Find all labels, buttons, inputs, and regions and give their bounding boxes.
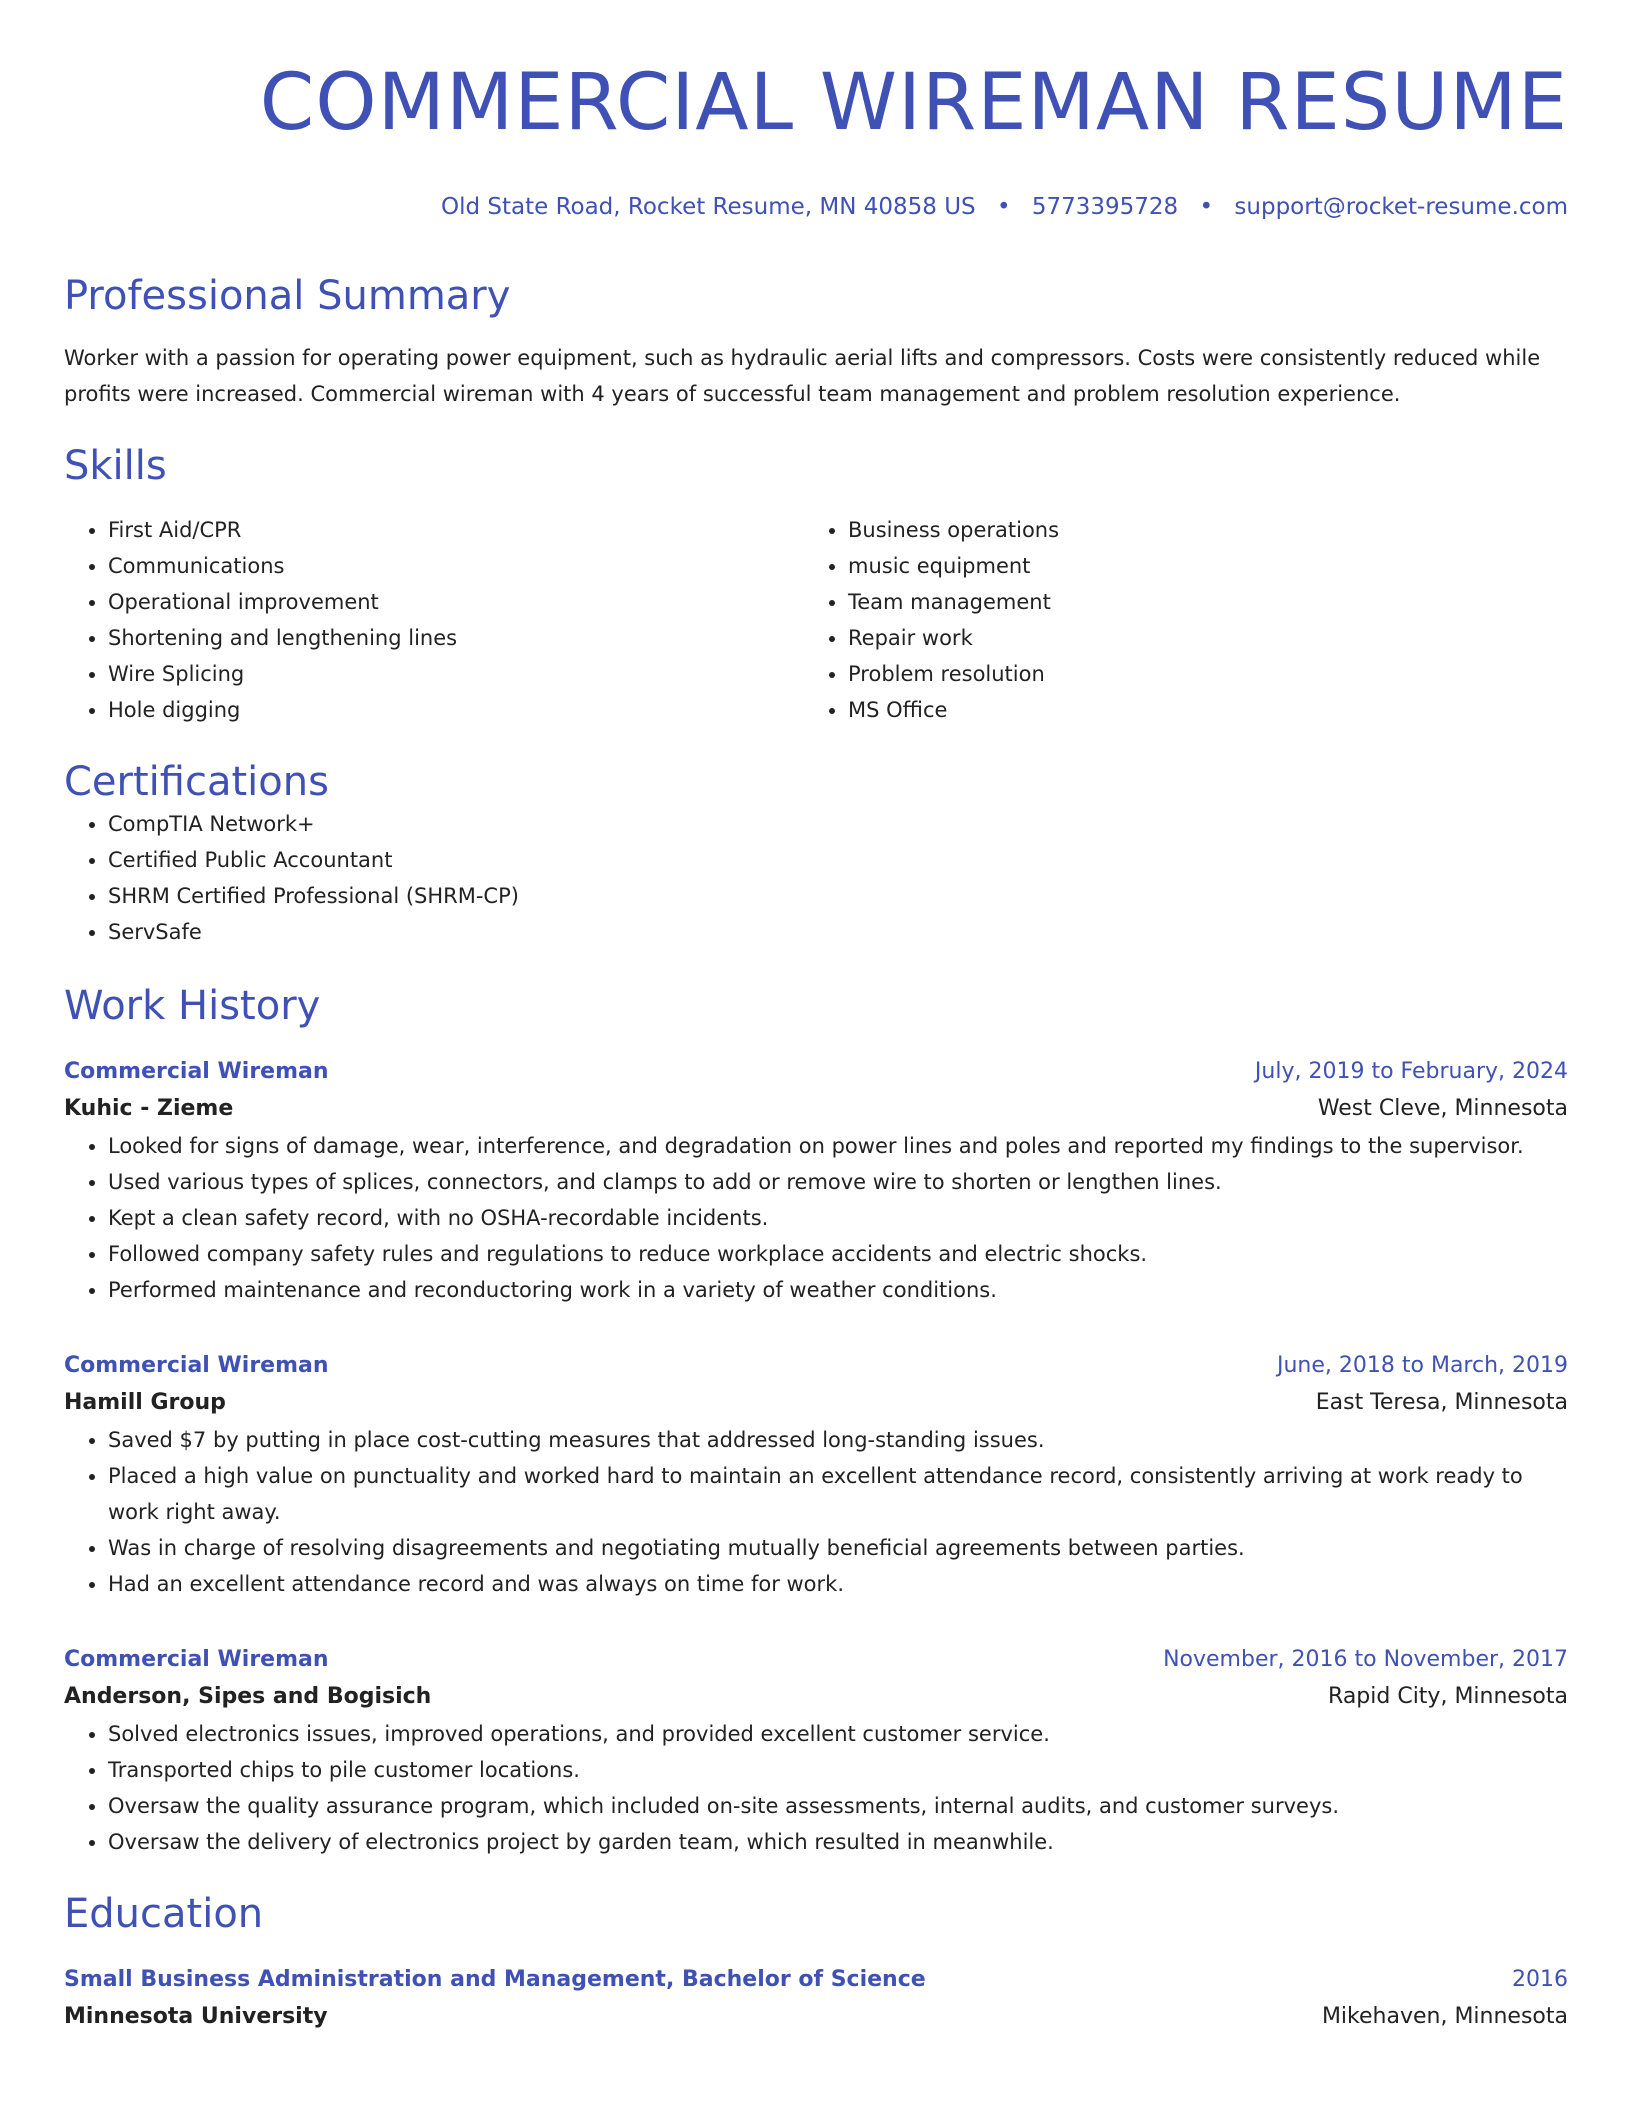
skill-item: • Communications: [108, 548, 804, 584]
job-duty: • Placed a high value on punctuality and worked hard to maintain an excellent attendance record, consistently arriving at work ready to work right away.: [108, 1458, 1568, 1530]
job-duty: • Was in charge of resolving disagreements and negotiating mutually beneficial agreements between parties.: [108, 1530, 1568, 1566]
job-company-row: [64, 1678, 1568, 1716]
job-header-row: [64, 1054, 1568, 1090]
job-duty: • Performed maintenance and reconductoring work in a variety of weather conditions.: [108, 1272, 1568, 1308]
job-duty: • Transported chips to pile customer locations.: [108, 1752, 1568, 1788]
job-location: West Cleve, Minnesota: [1317, 1096, 1568, 1121]
job-header-row: [64, 1348, 1568, 1384]
skills-heading: Skills: [64, 443, 167, 489]
certification-item: • CompTIA Network+: [108, 806, 1568, 842]
job-company-row: [64, 1090, 1568, 1128]
skill-item: • music equipment: [848, 548, 1544, 584]
skill-item: • Team management: [848, 584, 1544, 620]
contact-address: Old State Road, Rocket Resume, MN 40858 US: [440, 194, 976, 220]
job-duties-list: [64, 1716, 1568, 1860]
job-header-row: [64, 1642, 1568, 1678]
skill-item: • Problem resolution: [848, 656, 1544, 692]
skill-item: • First Aid/CPR: [108, 512, 804, 548]
skill-item: • Hole digging: [108, 692, 804, 728]
education-degree-row: [64, 1962, 1568, 1998]
contact-separator: •: [1199, 194, 1214, 220]
education-degree: Small Business Administration and Management, Bachelor of Science: [64, 1967, 926, 1992]
education-entry: [64, 1962, 1568, 2036]
skills-list-right: [804, 512, 1544, 728]
job-duty: • Had an excellent attendance record and was always on time for work.: [108, 1566, 1568, 1602]
job-duty: • Oversaw the quality assurance program, which included on-site assessments, internal audits, and customer surveys.: [108, 1788, 1568, 1824]
certifications-heading: Certifications: [64, 759, 329, 805]
job-duty: • Saved $7 by putting in place cost-cutting measures that addressed long-standing issues.: [108, 1422, 1568, 1458]
skill-item: • MS Office: [848, 692, 1544, 728]
job-duty: • Used various types of splices, connectors, and clamps to add or remove wire to shorten or lengthen lines.: [108, 1164, 1568, 1200]
job-dates: June, 2018 to March, 2019: [1277, 1353, 1568, 1378]
job-duties-list: [64, 1128, 1568, 1308]
skills-columns: [64, 512, 1568, 728]
education-heading: Education: [64, 1891, 264, 1937]
contact-email: support@rocket-resume.com: [1234, 194, 1568, 220]
skill-item: • Operational improvement: [108, 584, 804, 620]
education-location: Mikehaven, Minnesota: [1321, 2004, 1568, 2029]
certification-item: • ServSafe: [108, 914, 1568, 950]
contact-line: [64, 192, 1568, 222]
summary-heading: Professional Summary: [64, 273, 511, 319]
education-school-row: [64, 1998, 1568, 2036]
work-history-heading: Work History: [64, 983, 321, 1029]
job-title: Commercial Wireman: [64, 1353, 329, 1378]
contact-phone: 5773395728: [1031, 194, 1179, 220]
certifications-list: [64, 806, 1568, 950]
job-duty: • Followed company safety rules and regulations to reduce workplace accidents and electric shocks.: [108, 1236, 1568, 1272]
job-duties-list: [64, 1422, 1568, 1602]
job-entry: [64, 1642, 1568, 1860]
certification-item: • SHRM Certified Professional (SHRM-CP): [108, 878, 1568, 914]
skills-list-left: [64, 512, 804, 728]
education-school: Minnesota University: [64, 2004, 328, 2029]
skill-item: • Business operations: [848, 512, 1544, 548]
job-title: Commercial Wireman: [64, 1059, 329, 1084]
education-year: 2016: [1512, 1967, 1568, 1992]
job-location: Rapid City, Minnesota: [1328, 1684, 1568, 1709]
job-location: East Teresa, Minnesota: [1315, 1390, 1568, 1415]
job-dates: November, 2016 to November, 2017: [1163, 1647, 1568, 1672]
job-company: Kuhic - Zieme: [64, 1096, 234, 1121]
job-entry: [64, 1054, 1568, 1308]
certification-item: • Certified Public Accountant: [108, 842, 1568, 878]
skill-item: • Repair work: [848, 620, 1544, 656]
job-duty: • Oversaw the delivery of electronics project by garden team, which resulted in meanwhile.: [108, 1824, 1568, 1860]
resume-title: COMMERCIAL WIREMAN RESUME: [259, 58, 1568, 148]
job-entry: [64, 1348, 1568, 1602]
skill-item: • Wire Splicing: [108, 656, 804, 692]
skills-column-left: [64, 512, 804, 728]
skills-column-right: [804, 512, 1544, 728]
job-title: Commercial Wireman: [64, 1647, 329, 1672]
job-company-row: [64, 1384, 1568, 1422]
job-company: Hamill Group: [64, 1390, 226, 1415]
job-duty: • Kept a clean safety record, with no OSHA-recordable incidents.: [108, 1200, 1568, 1236]
job-duty: • Looked for signs of damage, wear, interference, and degradation on power lines and poles and reported my findings to the supervisor.: [108, 1128, 1568, 1164]
contact-separator: •: [996, 194, 1011, 220]
summary-text: Worker with a passion for operating power equipment, such as hydraulic aerial lifts and compressors. Costs were consistently reduced while profits were increased. Commercial wireman with 4 years of successful team management and problem resolution experience.: [64, 346, 1541, 406]
job-company: Anderson, Sipes and Bogisich: [64, 1684, 432, 1709]
job-duty: • Solved electronics issues, improved operations, and provided excellent customer service.: [108, 1716, 1568, 1752]
skill-item: • Shortening and lengthening lines: [108, 620, 804, 656]
job-dates: July, 2019 to February, 2024: [1254, 1059, 1568, 1084]
